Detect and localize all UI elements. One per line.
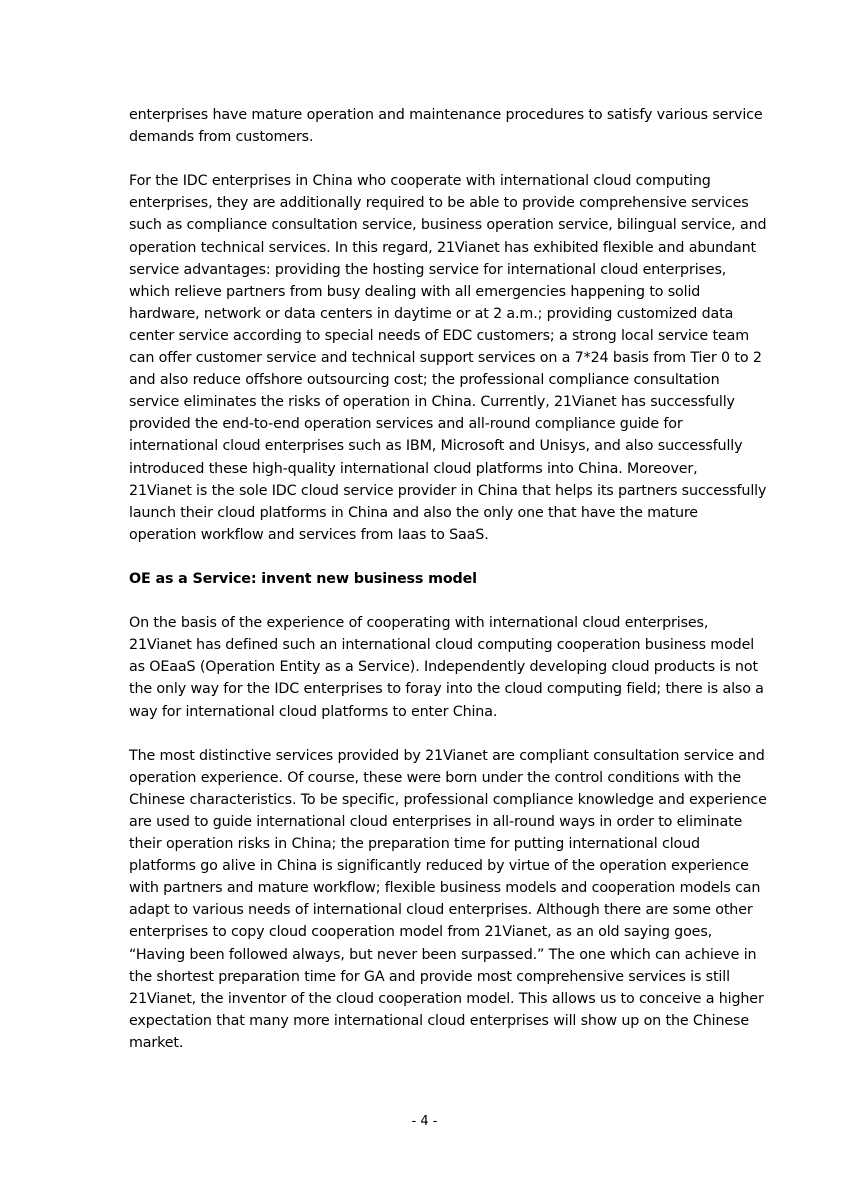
section-heading: OE as a Service: invent new business model bbox=[129, 570, 477, 587]
text-line: operation technical services. In this regard, 21Vianet has exhibited flexible and abundant bbox=[129, 239, 756, 256]
page-body bbox=[129, 104, 767, 1054]
text-line: launch their cloud platforms in China and also the only one that have the mature bbox=[129, 504, 698, 521]
paragraph-spacer bbox=[129, 590, 729, 612]
text-line: operation experience. Of course, these were born under the control conditions with the bbox=[129, 769, 741, 786]
text-line: enterprises to copy cloud cooperation model from 21Vianet, as an old saying goes, bbox=[129, 924, 713, 941]
text-line: 21Vianet, the inventor of the cloud cooperation model. This allows us to conceive a higher bbox=[129, 990, 764, 1007]
text-line: market. bbox=[129, 1034, 184, 1051]
text-line: operation workflow and services from Iaas to SaaS. bbox=[129, 526, 489, 543]
text-line: provided the end-to-end operation services and all-round compliance guide for bbox=[129, 416, 683, 433]
text-line: can offer customer service and technical support services on a 7*24 basis from Tier 0 to 2 bbox=[129, 350, 762, 367]
paragraph-3 bbox=[129, 612, 764, 722]
text-line: center service according to special needs of EDC customers; a strong local service team bbox=[129, 327, 749, 344]
text-line: hardware, network or data centers in daytime or at 2 a.m.; providing customized data bbox=[129, 305, 734, 322]
text-line: enterprises, they are additionally required to be able to provide comprehensive services bbox=[129, 195, 749, 212]
text-line: adapt to various needs of international cloud enterprises. Although there are some other bbox=[129, 902, 753, 919]
text-line: On the basis of the experience of cooperating with international cloud enterprises, bbox=[129, 615, 709, 632]
text-line: introduced these high-quality international cloud platforms into China. Moreover, bbox=[129, 460, 698, 477]
text-line: way for international cloud platforms to enter China. bbox=[129, 703, 498, 720]
text-line: the only way for the IDC enterprises to foray into the cloud computing field; there is also a bbox=[129, 681, 764, 698]
text-line: the shortest preparation time for GA and provide most comprehensive services is still bbox=[129, 968, 730, 985]
text-line: enterprises have mature operation and maintenance procedures to satisfy various service bbox=[129, 107, 763, 123]
text-line: 21Vianet has defined such an international cloud computing cooperation business model bbox=[129, 637, 755, 654]
paragraph-spacer bbox=[129, 546, 729, 568]
text-line: which relieve partners from busy dealing with all emergencies happening to solid bbox=[129, 283, 701, 300]
paragraph-spacer bbox=[129, 723, 729, 745]
text-line: service advantages: providing the hosting service for international cloud enterprises, bbox=[129, 261, 727, 278]
text-line: service eliminates the risks of operation in China. Currently, 21Vianet has successfully bbox=[129, 394, 735, 411]
paragraph-4 bbox=[129, 745, 767, 1054]
text-line: 21Vianet is the sole IDC cloud service provider in China that helps its partners successfully bbox=[129, 482, 767, 499]
text-line: expectation that many more international cloud enterprises will show up on the Chinese bbox=[129, 1012, 749, 1029]
text-line: as OEaaS (Operation Entity as a Service). Independently developing cloud products is not bbox=[129, 659, 758, 676]
text-line: and also reduce offshore outsourcing cost; the professional compliance consultation bbox=[129, 372, 720, 389]
paragraph-2 bbox=[129, 170, 767, 546]
text-line: international cloud enterprises such as IBM, Microsoft and Unisys, and also successfully bbox=[129, 438, 743, 455]
text-line: such as compliance consultation service, business operation service, bilingual service, and bbox=[129, 217, 767, 234]
text-line: platforms go alive in China is significantly reduced by virtue of the operation experience bbox=[129, 858, 749, 875]
text-line: “Having been followed always, but never been surpassed.” The one which can achieve in bbox=[129, 946, 757, 963]
text-line: For the IDC enterprises in China who cooperate with international cloud computing bbox=[129, 173, 711, 190]
text-line: with partners and mature workflow; flexible business models and cooperation models can bbox=[129, 880, 761, 897]
text-line: The most distinctive services provided by 21Vianet are compliant consultation service and bbox=[129, 747, 765, 764]
text-line: are used to guide international cloud enterprises in all-round ways in order to eliminate bbox=[129, 814, 743, 830]
text-line: Chinese characteristics. To be specific, professional compliance knowledge and experience bbox=[129, 791, 767, 808]
page-number: - 4 - bbox=[411, 1114, 438, 1129]
text-line: demands from customers. bbox=[129, 129, 314, 146]
paragraph-1 bbox=[129, 104, 763, 148]
paragraph-spacer bbox=[129, 148, 729, 170]
text-line: their operation risks in China; the preparation time for putting international cloud bbox=[129, 836, 700, 853]
